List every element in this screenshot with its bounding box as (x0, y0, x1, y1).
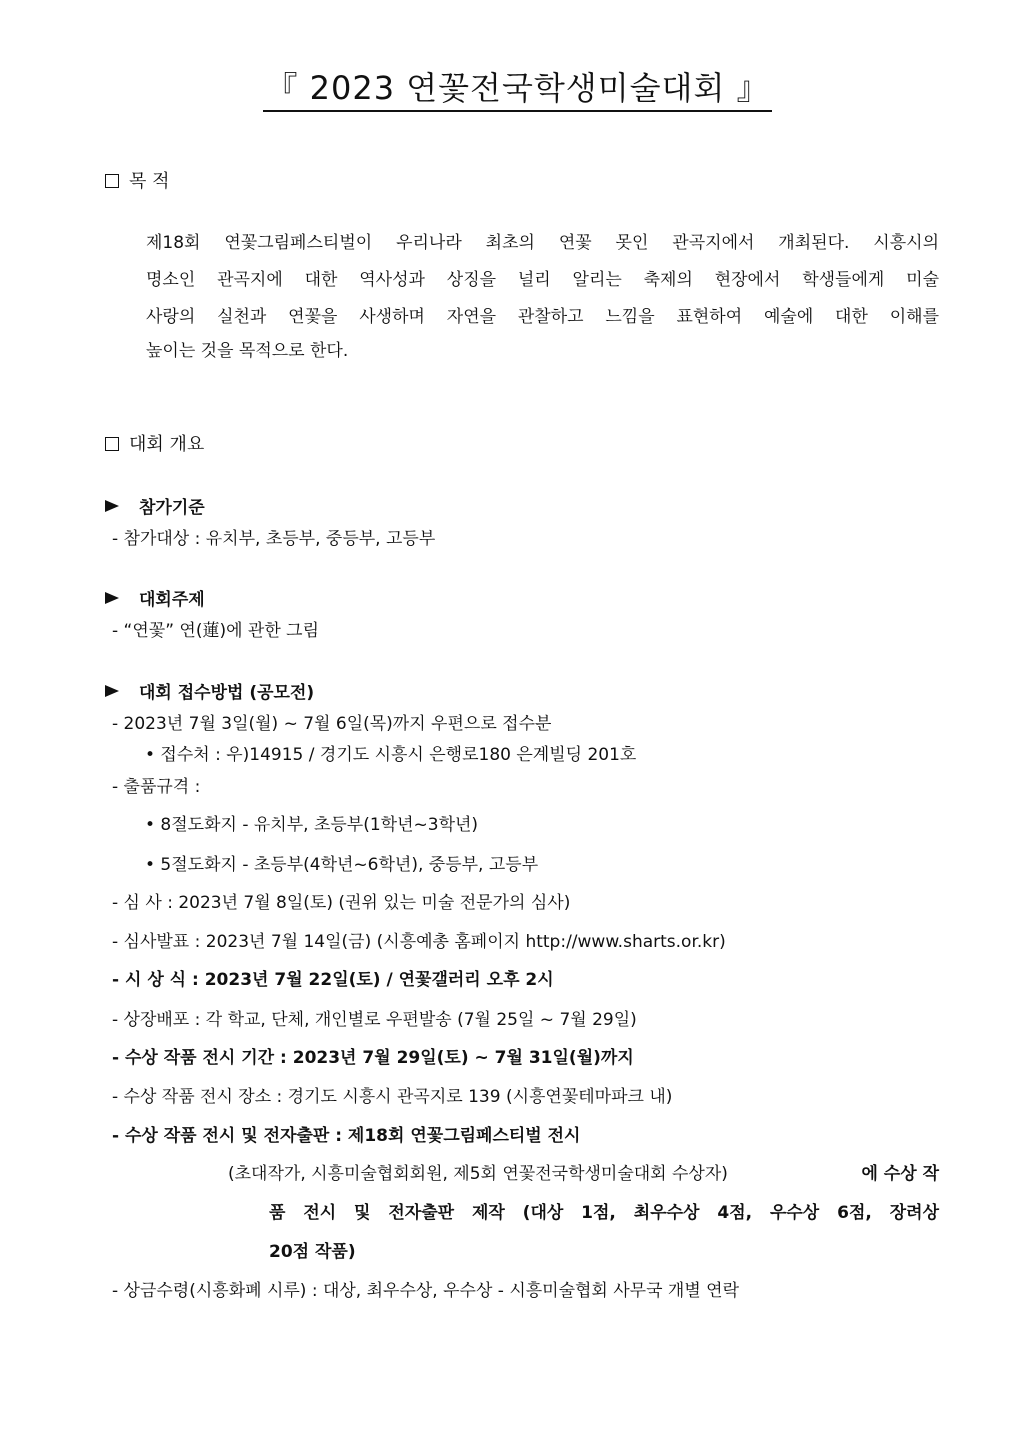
exhibit-publication-line: - 수상 작품 전시 및 전자출판 : 제18회 연꽃그림페스티벌 전시 (112, 1126, 581, 1146)
delivery-line: - 상장배포 : 각 학교, 단체, 개인별로 우편발송 (7월 25일 ~ 7월 29일) (112, 1010, 637, 1030)
exhibit-detail-normal: (초대작가, 시흥미술협회회원, 제5회 연꽃전국학생미술대회 수상자) (228, 1164, 728, 1184)
exhibit-detail-line-3: 20점 작품) (269, 1242, 356, 1262)
pointer-arrow-icon (105, 685, 119, 697)
purpose-line-4: 높이는 것을 목적으로 한다. (146, 341, 349, 361)
document-title-text: 『 2023 연꽃전국학생미술대회 』 (263, 66, 771, 112)
section-heading-purpose (105, 170, 170, 194)
purpose-line-1: 제18회 연꽃그림페스티벌이 우리나라 최초의 연꽃 못인 관곡지에서 개최된다. 시흥시의 (146, 233, 939, 253)
exhibit-period-line: - 수상 작품 전시 기간 : 2023년 7월 29일(토) ~ 7월 31일(월)까지 (112, 1048, 634, 1068)
section-heading-purpose-text: 목 적 (129, 171, 170, 192)
subheading-submission (105, 681, 314, 705)
subheading-criteria-text: 참가기준 (139, 498, 205, 518)
pointer-arrow-icon (105, 500, 119, 512)
spec-item-2: • 5절도화지 - 초등부(4학년~6학년), 중등부, 고등부 (145, 855, 539, 875)
section-heading-overview (105, 433, 204, 457)
purpose-line-2: 명소인 관곡지에 대한 역사성과 상징을 널리 알리는 축제의 현장에서 학생들에게 미술 (146, 270, 939, 290)
exhibit-detail-line-2: 품 전시 및 전자출판 제작 (대상 1점, 최우수상 4점, 우수상 6점, 장려상 (269, 1203, 939, 1223)
spec-item-1: • 8절도화지 - 유치부, 초등부(1학년~3학년) (145, 815, 479, 835)
judging-line: - 심 사 : 2023년 7월 8일(토) (권위 있는 미술 전문가의 심사) (112, 893, 571, 913)
ceremony-line: - 시 상 식 : 2023년 7월 22일(토) / 연꽃갤러리 오후 2시 (112, 970, 554, 990)
exhibit-detail-bold: 에 수상 작 (861, 1164, 939, 1184)
section-heading-overview-text: 대회 개요 (129, 434, 205, 455)
checkbox-square-icon (105, 174, 119, 188)
prize-line: - 상금수령(시흥화폐 시루) : 대상, 최우수상, 우수상 - 시흥미술협회 사무국 개별 연락 (112, 1281, 740, 1301)
checkbox-square-icon (105, 437, 119, 451)
pointer-arrow-icon (105, 592, 119, 604)
exhibit-place-line: - 수상 작품 전시 장소 : 경기도 시흥시 관곡지로 139 (시흥연꽃테마파크 내) (112, 1087, 673, 1107)
exhibit-detail-line-1 (228, 1162, 939, 1186)
announce-line: - 심사발표 : 2023년 7월 14일(금) (시흥예총 홈페이지 http://www.sharts.or.kr) (112, 932, 726, 952)
purpose-line-3: 사랑의 실천과 연꽃을 사생하며 자연을 관찰하고 느낌을 표현하여 예술에 대한 이해를 (146, 307, 939, 327)
subheading-submission-text: 대회 접수방법 (공모전) (139, 683, 315, 703)
subheading-criteria (105, 496, 205, 520)
theme-item: - “연꽃” 연(蓮)에 관한 그림 (112, 621, 320, 641)
spec-label: - 출품규격 : (112, 777, 201, 797)
submission-period: - 2023년 7월 3일(월) ~ 7월 6일(목)까지 우편으로 접수분 (112, 714, 552, 734)
criteria-item: - 참가대상 : 유치부, 초등부, 중등부, 고등부 (112, 529, 436, 549)
submission-address: • 접수처 : 우)14915 / 경기도 시흥시 은행로180 은계빌딩 201호 (145, 745, 637, 765)
document-title (0, 66, 1035, 112)
subheading-theme-text: 대회주제 (139, 590, 205, 610)
subheading-theme (105, 588, 205, 612)
